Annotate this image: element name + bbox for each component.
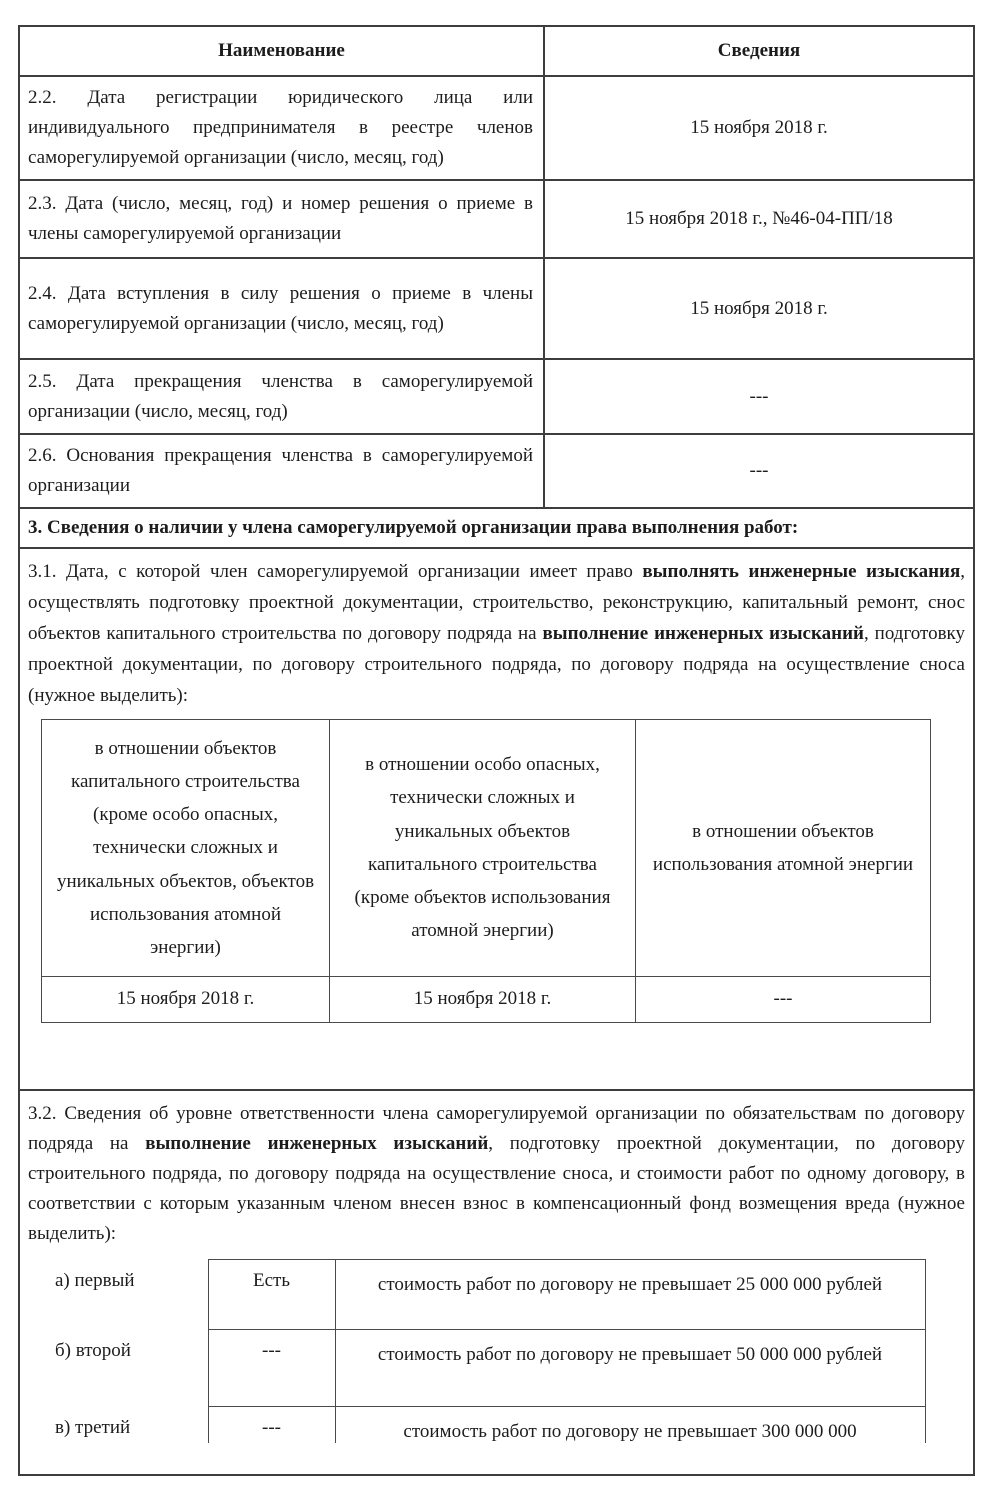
member-info-table (18, 25, 975, 1476)
table-row (19, 180, 974, 258)
registry-document (18, 25, 975, 1476)
level-row-third (28, 1407, 925, 1444)
row-2-5-name: 2.5. Дата прекращения членства в саморегулируемой организации (число, месяц, год) (19, 359, 544, 434)
table-row (19, 359, 974, 434)
level-row-first (28, 1260, 925, 1330)
table-row (19, 258, 974, 359)
level-third-status: --- (208, 1407, 335, 1444)
section-3-1-cell (19, 548, 974, 1090)
responsibility-levels-block (28, 1259, 965, 1443)
table-row (19, 76, 974, 180)
row-2-3-value: 15 ноября 2018 г., №46-04-ПП/18 (544, 180, 974, 258)
section-3-2-cell (19, 1090, 974, 1475)
work-rights-column-general: в отношении объектов капитального строительства (кроме особо опасных, технически сложных и уникальных объектов, объектов использования атомной энергии) (42, 719, 330, 976)
work-rights-value-general: 15 ноября 2018 г. (42, 976, 330, 1022)
section-3-2-content (28, 1099, 965, 1466)
section-3-1-row (19, 548, 974, 1090)
level-first-label: а) первый (55, 1269, 135, 1291)
level-second-status: --- (208, 1330, 335, 1407)
row-2-6-value: --- (544, 434, 974, 508)
level-row-second (28, 1330, 925, 1407)
work-rights-values-row (42, 976, 931, 1022)
work-rights-column-hazardous: в отношении особо опасных, технически сложных и уникальных объектов капитального строительства (кроме объектов использования атомной энергии) (330, 719, 636, 976)
column-header-name: Наименование (19, 26, 544, 76)
level-second-label: б) второй (55, 1339, 131, 1361)
row-2-2-value: 15 ноября 2018 г. (544, 76, 974, 180)
section-3-2-paragraph: 3.2. Сведения об уровне ответственности члена саморегулируемой организации по обязательствам по договору подряда на выполнение инженерных изысканий, подготовку проектной документации, по договору строительного подряда, по договору подряда на осуществление сноса, и стоимости работ по одному договору, в соответствии с которым указанным членом внесен взнос в компенсационный фонд возмещения вреда (нужное выделить): (28, 1103, 965, 1245)
row-2-6-name: 2.6. Основания прекращения членства в саморегулируемой организации (19, 434, 544, 508)
section-3-title: 3. Сведения о наличии у члена саморегулируемой организации права выполнения работ: (19, 508, 974, 548)
row-2-4-value: 15 ноября 2018 г. (544, 258, 974, 359)
row-2-5-value: --- (544, 359, 974, 434)
column-header-info: Сведения (544, 26, 974, 76)
section-3-1-content (28, 557, 965, 1081)
level-first-status: Есть (208, 1260, 335, 1330)
header-row (19, 26, 974, 76)
work-rights-value-nuclear: --- (636, 976, 931, 1022)
level-first-description: стоимость работ по договору не превышает 25 000 000 рублей (335, 1260, 925, 1330)
row-2-4-name: 2.4. Дата вступления в силу решения о приеме в члены саморегулируемой организации (число, месяц, год) (19, 258, 544, 359)
work-rights-header-row (42, 719, 931, 976)
row-2-3-name: 2.3. Дата (число, месяц, год) и номер решения о приеме в члены саморегулируемой организации (19, 180, 544, 258)
section-3-2-row (19, 1090, 974, 1475)
work-rights-column-nuclear: в отношении объектов использования атомной энергии (636, 719, 931, 976)
responsibility-levels-table (28, 1259, 926, 1443)
level-third-label: в) третий (55, 1416, 131, 1438)
work-rights-value-hazardous: 15 ноября 2018 г. (330, 976, 636, 1022)
work-rights-table (41, 719, 931, 1023)
level-third-description: стоимость работ по договору не превышает 300 000 000 (335, 1407, 925, 1444)
section-3-1-paragraph: 3.1. Дата, с которой член саморегулируемой организации имеет право выполнять инженерные изыскания, осуществлять подготовку проектной документации, строительство, реконструкцию, капитальный ремонт, снос объектов капитального строительства по договору подряда на выполнение инженерных изысканий, подготовку проектной документации, по договору строительного подряда, по договору подряда на осуществление сноса (нужное выделить): (28, 561, 965, 706)
table-row (19, 434, 974, 508)
section-3-header-row (19, 508, 974, 548)
level-second-description: стоимость работ по договору не превышает 50 000 000 рублей (335, 1330, 925, 1407)
row-2-2-name: 2.2. Дата регистрации юридического лица или индивидуального предпринимателя в реестре членов саморегулируемой организации (число, месяц, год) (19, 76, 544, 180)
